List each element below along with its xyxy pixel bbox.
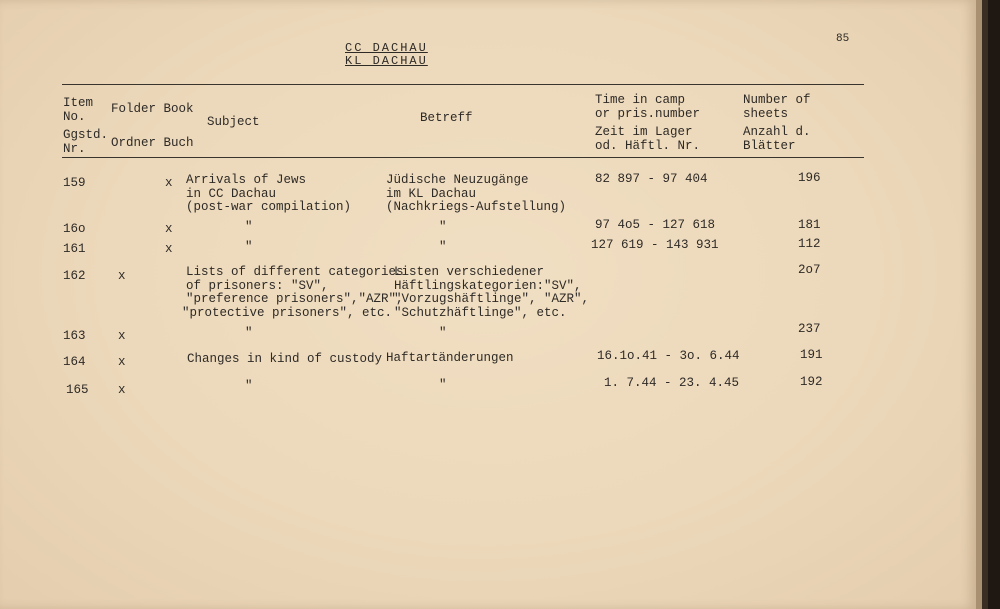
header-anzahl-line-1: Anzahl d. [743,125,811,139]
row-162-betreff-line-1: Listen verschiedener [394,265,545,279]
row-163-betreff: " [439,326,447,340]
page-number: 85 [836,33,850,45]
header-zeit-line-2: od. Häftl. Nr. [595,138,701,153]
header-anzahl [743,126,811,153]
row-160-time: 97 4o5 - 127 618 [595,218,716,232]
row-161-sheets: 112 [798,237,821,251]
row-160-book-mark: x [165,222,173,236]
top-rule [62,84,864,85]
row-159-betreff-line-1: Jüdische Neuzugänge [386,173,529,187]
row-161-subject: " [245,240,253,254]
header-item-line-1: Item [63,96,94,110]
row-159-sheets: 196 [798,171,821,185]
row-164-sheets: 191 [800,348,823,362]
row-163-sheets: 237 [798,322,821,336]
title-line-2: KL DACHAU [345,54,428,68]
row-165-folder-mark: x [118,383,126,397]
row-161-time: 127 619 - 143 931 [591,238,719,252]
row-162-betreff [394,266,589,320]
header-item-line-2: No. [63,109,86,124]
row-160-no: 16o [63,222,86,236]
header-sheets-line-1: Number of [743,93,811,107]
header-subject: Subject [207,115,260,129]
header-sheets-line-2: sheets [743,106,789,121]
row-162-no: 162 [63,269,86,283]
header-number-of-sheets [743,94,811,121]
row-164-betreff: Haftartänderungen [386,351,514,365]
row-163-subject: " [245,326,253,340]
row-159-betreff-line-3: (Nachkriegs-Aufstellung) [386,200,567,214]
row-164-time: 16.1o.41 - 3o. 6.44 [597,349,740,363]
row-160-betreff: " [439,220,447,234]
header-ggstd-nr [63,129,108,156]
row-162-subject-line-4: "protective prisoners", etc. [182,305,393,320]
header-ggstd-line-1: Ggstd. [63,128,109,142]
header-anzahl-line-2: Blätter [743,138,796,153]
row-159-subject-line-2: in CC Dachau [186,186,277,201]
row-162-subject-line-1: Lists of different categories [186,265,404,279]
row-160-sheets: 181 [798,218,821,232]
row-161-book-mark: x [165,242,173,256]
row-164-folder-mark: x [118,355,126,369]
row-159-betreff [386,174,566,215]
row-165-no: 165 [66,383,89,397]
header-time-in-camp [595,94,700,121]
header-bottom-rule [62,157,864,158]
header-folder-book: Folder Book [111,102,194,116]
row-159-book-mark: x [165,176,173,190]
row-161-no: 161 [63,242,86,256]
row-161-betreff: " [439,240,447,254]
row-159-betreff-line-2: im KL Dachau [386,186,477,201]
header-zeit-im-lager [595,126,700,153]
row-165-time: 1. 7.44 - 23. 4.45 [604,376,740,390]
row-164-no: 164 [63,355,86,369]
row-159-time: 82 897 - 97 404 [595,172,708,186]
row-162-subject-line-3: "preference prisoners","AZR", [186,292,404,306]
row-162-betreff-line-3: "Vorzugshäftlinge", "AZR", [394,292,590,306]
row-162-betreff-line-2: Häftlingskategorien:"SV", [394,278,582,293]
header-betreff: Betreff [420,111,473,125]
row-159-subject-line-3: (post-war compilation) [186,200,352,214]
book-binding [988,0,1000,609]
row-164-subject: Changes in kind of custody [187,352,383,366]
row-163-folder-mark: x [118,329,126,343]
header-ggstd-line-2: Nr. [63,141,86,156]
row-159-subject [186,174,351,215]
header-item-no [63,97,93,124]
row-159-no: 159 [63,176,86,190]
row-162-betreff-line-4: "Schutzhäftlinge", etc. [394,305,567,320]
row-162-sheets: 2o7 [798,263,821,277]
row-165-sheets: 192 [800,375,823,389]
header-time-line-1: Time in camp [595,93,686,107]
row-159-subject-line-1: Arrivals of Jews [186,173,307,187]
row-165-subject: " [245,379,253,393]
row-162-subject [182,266,404,320]
row-160-subject: " [245,220,253,234]
title-line-1: CC DACHAU [345,41,428,55]
row-163-no: 163 [63,329,86,343]
row-162-folder-mark: x [118,269,126,283]
header-zeit-line-1: Zeit im Lager [595,125,693,139]
row-162-subject-line-2: of prisoners: "SV", [186,278,329,293]
header-ordner-buch: Ordner Buch [111,136,194,150]
header-time-line-2: or pris.number [595,106,701,121]
row-165-betreff: " [439,378,447,392]
